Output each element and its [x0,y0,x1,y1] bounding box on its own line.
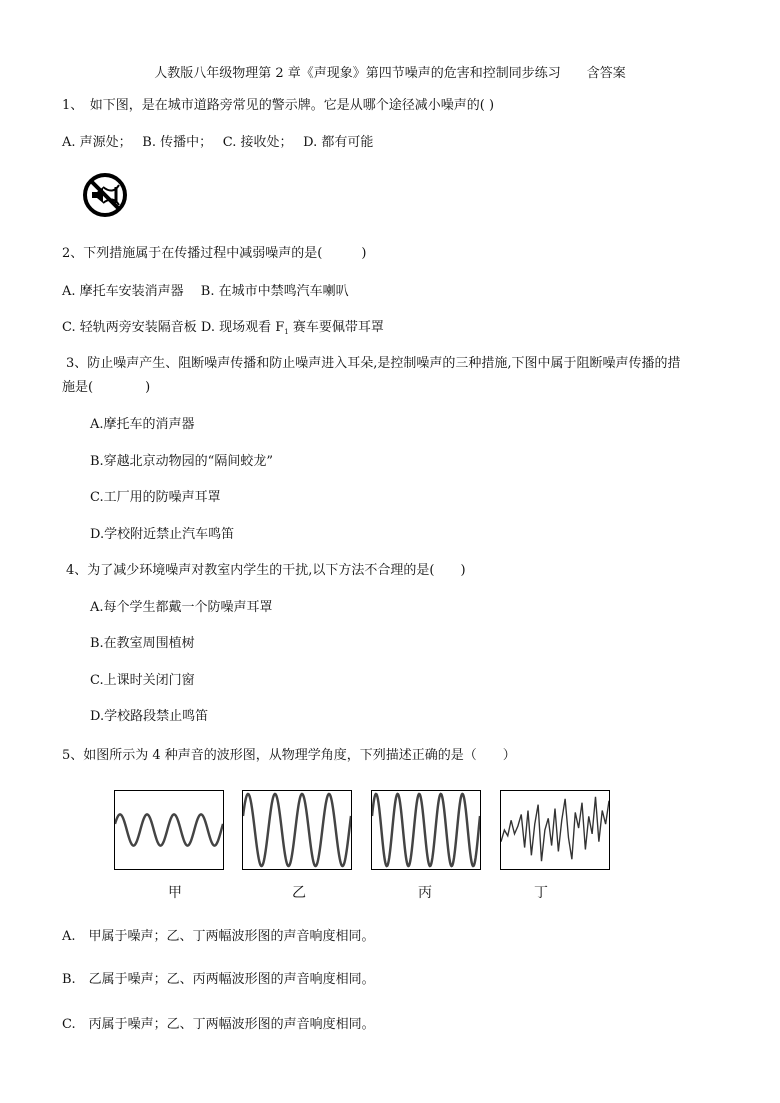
q2-options-ab: A. 摩托车安装消声器 B. 在城市中禁鸣汽车喇叭 [62,284,349,299]
waveform-bing [371,790,481,870]
q3-option-a: A.摩托车的消声器 [90,417,195,432]
q3-stem-line1: 3、防止噪声产生、阻断噪声传播和防止噪声进入耳朵,是控制噪声的三种措施,下图中属于阻断噪声传播的措 [66,356,681,371]
q4-option-c: C.上课时关闭门窗 [90,673,195,688]
waveform-yi [242,790,352,870]
q3-option-d: D.学校附近禁止汽车鸣笛 [90,527,235,542]
q2-options-cd: C. 轻轨两旁安装隔音板 D. 现场观看 $F_1$ 赛车要佩带耳罩 [62,320,384,336]
q3-option-c: C.工厂用的防噪声耳罩 [90,490,221,505]
q4-option-a: A.每个学生都戴一个防噪声耳罩 [90,600,273,615]
no-horn-sign-icon [82,172,128,218]
q3-option-b: B.穿越北京动物园的“隔间蛟龙” [90,454,273,469]
wave-label-jia: 甲 [168,885,182,901]
waveform-jia [114,790,224,870]
page-title: 人教版八年级物理第 2 章《声现象》第四节噪声的危害和控制同步练习 含答案 [154,66,626,81]
q1-options: A. 声源处； B. 传播中； C. 接收处； D. 都有可能 [62,135,374,150]
q5-option-b: B. 乙属于噪声；乙、丙两幅波形图的声音响度相同。 [62,972,375,987]
waveform-ding [500,790,610,870]
wave-label-yi: 乙 [292,885,306,901]
q5-stem: 5、如图所示为 4 种声音的波形图，从物理学角度，下列描述正确的是（ ） [62,748,516,763]
q5-option-c: C. 丙属于噪声；乙、丁两幅波形图的声音响度相同。 [62,1017,375,1032]
q2-stem: 2、下列措施属于在传播过程中减弱噪声的是( ) [62,246,367,261]
q5-option-a: A. 甲属于噪声；乙、丁两幅波形图的声音响度相同。 [62,929,375,944]
q4-option-b: B.在教室周围植树 [90,636,195,651]
q3-stem-line2: 施是( ) [62,380,151,395]
q1-stem: 1、 如下图，是在城市道路旁常见的警示牌。它是从哪个途径减小噪声的( ) [62,98,495,113]
wave-label-bing: 丙 [418,885,432,901]
q4-stem: 4、为了减少环境噪声对教室内学生的干扰,以下方法不合理的是( ) [66,563,466,578]
wave-label-ding: 丁 [534,885,548,901]
q4-option-d: D.学校路段禁止鸣笛 [90,709,209,724]
